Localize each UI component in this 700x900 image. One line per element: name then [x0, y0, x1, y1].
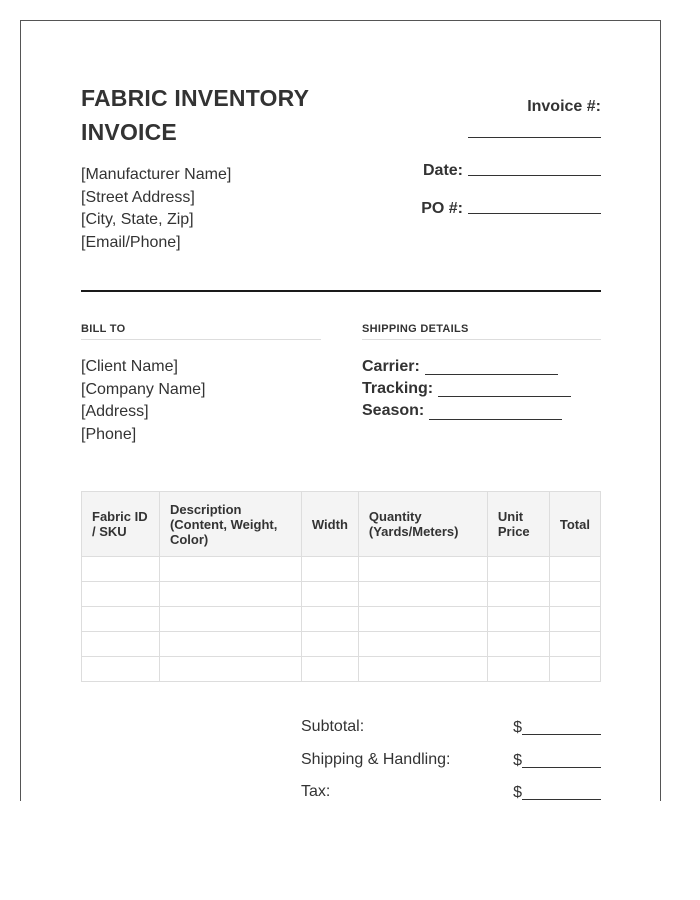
table-cell[interactable] [301, 632, 358, 657]
subtotal-row [301, 718, 601, 740]
invoice-number-label: Invoice #: [527, 98, 601, 115]
table-cell[interactable] [82, 632, 160, 657]
currency-symbol: $ [513, 784, 522, 801]
manufacturer-contact: [Email/Phone] [81, 233, 181, 251]
col-fabric-id: Fabric ID / SKU [82, 492, 160, 557]
manufacturer-name: [Manufacturer Name] [81, 166, 232, 183]
table-cell[interactable] [159, 632, 301, 657]
carrier-row [362, 356, 571, 378]
invoice-page [20, 20, 661, 801]
table-row [82, 582, 601, 607]
tax-label: Tax: [301, 783, 331, 800]
col-unit-price: Unit Price [487, 492, 549, 557]
shipping-handling-amount [513, 751, 601, 770]
season-row [362, 400, 571, 422]
title-line-1: FABRIC INVENTORY [81, 85, 310, 111]
invoice-number-field[interactable] [468, 137, 601, 138]
table-cell[interactable] [358, 607, 487, 632]
tax-field[interactable] [522, 783, 601, 800]
table-cell[interactable] [159, 607, 301, 632]
table-cell[interactable] [301, 557, 358, 582]
table-cell[interactable] [487, 632, 549, 657]
shipping-block [362, 356, 571, 423]
currency-symbol: $ [513, 719, 522, 736]
subtotal-amount [513, 718, 601, 737]
table-cell[interactable] [82, 557, 160, 582]
col-description: Description (Content, Weight, Color) [159, 492, 301, 557]
table-row [82, 607, 601, 632]
season-field[interactable] [429, 405, 562, 420]
manufacturer-city: [City, State, Zip] [81, 211, 194, 228]
table-cell[interactable] [549, 582, 600, 607]
invoice-title [81, 81, 381, 149]
table-cell[interactable] [301, 582, 358, 607]
currency-symbol: $ [513, 752, 522, 769]
table-cell[interactable] [301, 607, 358, 632]
table-header-row [82, 492, 601, 557]
header-divider [81, 290, 601, 292]
subtotal-label: Subtotal: [301, 718, 365, 735]
table-cell[interactable] [358, 657, 487, 682]
po-label: PO #: [421, 200, 463, 217]
client-phone: [Phone] [81, 425, 137, 443]
col-total: Total [549, 492, 600, 557]
bill-to-block [81, 356, 206, 446]
table-cell[interactable] [82, 657, 160, 682]
po-row [421, 197, 601, 218]
bill-to-heading: BILL TO [81, 323, 321, 340]
carrier-field[interactable] [425, 360, 558, 375]
col-quantity: Quantity (Yards/Meters) [358, 492, 487, 557]
tracking-label: Tracking: [362, 380, 434, 398]
client-address: [Address] [81, 403, 149, 420]
table-cell[interactable] [159, 582, 301, 607]
date-row [423, 159, 601, 180]
date-label: Date: [422, 162, 463, 179]
manufacturer-block [81, 164, 231, 254]
table-cell[interactable] [549, 557, 600, 582]
table-cell[interactable] [358, 632, 487, 657]
table-cell[interactable] [82, 607, 160, 632]
table-cell[interactable] [487, 657, 549, 682]
tax-amount [513, 783, 601, 802]
col-width: Width [301, 492, 358, 557]
tracking-row [362, 378, 571, 400]
shipping-handling-field[interactable] [522, 751, 601, 768]
date-field[interactable] [468, 159, 601, 176]
title-line-2: INVOICE [81, 119, 177, 145]
table-cell[interactable] [159, 657, 301, 682]
tax-row [301, 783, 601, 805]
shipping-handling-row [301, 751, 601, 773]
table-cell[interactable] [549, 657, 600, 682]
table-cell[interactable] [301, 657, 358, 682]
table-cell[interactable] [358, 582, 487, 607]
table-cell[interactable] [549, 607, 600, 632]
table-cell[interactable] [549, 632, 600, 657]
client-name: [Client Name] [81, 358, 178, 375]
tracking-field[interactable] [438, 382, 571, 397]
po-field[interactable] [468, 197, 601, 214]
shipping-heading: SHIPPING DETAILS [362, 323, 601, 340]
table-row [82, 657, 601, 682]
manufacturer-street: [Street Address] [81, 188, 195, 206]
company-name: [Company Name] [81, 380, 206, 398]
table-cell[interactable] [159, 557, 301, 582]
line-items-table [81, 491, 601, 682]
table-row [82, 632, 601, 657]
table-row [82, 557, 601, 582]
season-label: Season: [362, 402, 425, 420]
carrier-label: Carrier: [362, 358, 420, 375]
subtotal-field[interactable] [522, 718, 601, 735]
table-cell[interactable] [487, 607, 549, 632]
table-cell[interactable] [487, 582, 549, 607]
table-cell[interactable] [487, 557, 549, 582]
table-cell[interactable] [358, 557, 487, 582]
shipping-handling-label: Shipping & Handling: [301, 751, 451, 768]
table-cell[interactable] [82, 582, 160, 607]
